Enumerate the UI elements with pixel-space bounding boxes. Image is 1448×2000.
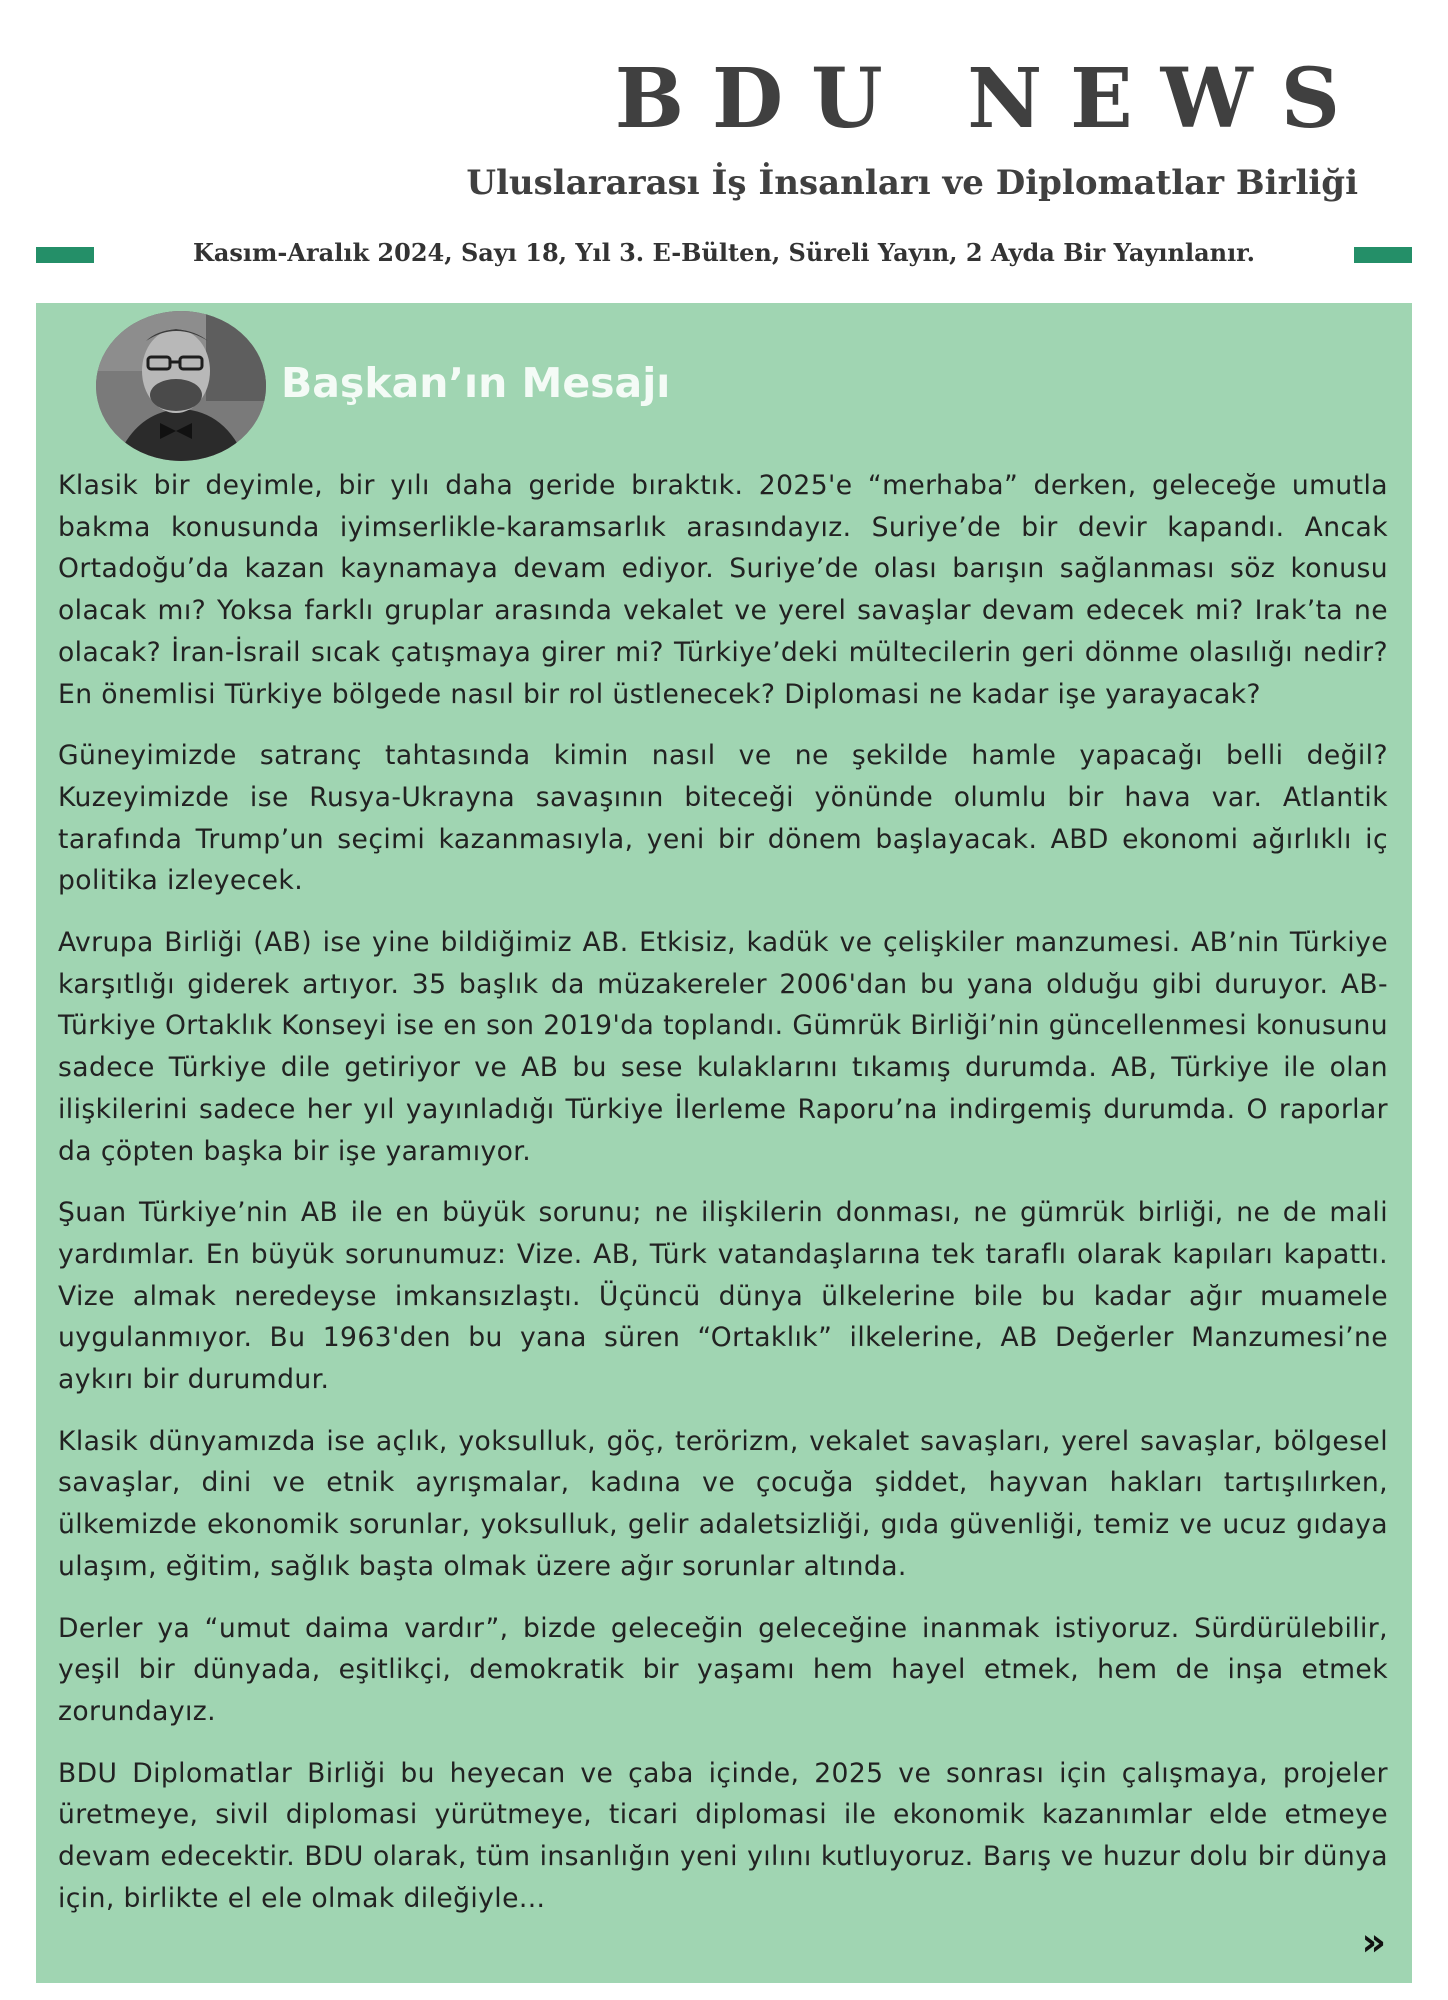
- message-paragraph: Klasik dünyamızda ise açlık, yoksulluk, göç, terörizm, vekalet savaşları, yerel savaşlar, bölgesel savaşlar, dini ve etnik ayrışmalar, kadına ve çocuğa şiddet, hayvan hakları tartışılırken, ülkemizde ekonomik sorunlar, yoksulluk, gelir adaletsizliği, gıda güvenliği, temiz ve ucuz gıdaya ulaşım, eğitim, sağlık başta olmak üzere ağır sorunlar altında.: [58, 1425, 1388, 1582]
- message-paragraph: Derler ya “umut daima vardır”, bizde geleceğin geleceğine inanmak istiyoruz. Sürdürülebilir, yeşil bir dünyada, eşitlikçi, demokratik bir yaşamı hem hayel etmek, hem de inşa etmek zorundayız.: [58, 1612, 1388, 1727]
- newsletter-title: BDU NEWS: [614, 51, 1368, 147]
- message-body: [58, 465, 1388, 1940]
- portrait-photo-icon: [96, 311, 266, 461]
- newsletter-subtitle: Uluslararası İş İnsanları ve Diplomatlar Birliği: [466, 163, 1358, 203]
- message-paragraph: Güneyimizde satranç tahtasında kimin nasıl ve ne şekilde hamle yapacağı belli değil? Kuzeyimizde ise Rusya-Ukrayna savaşının biteceği yönünde olumlu bir hava var. Atlantik tarafında Trump’un seçimi kazanmasıyla, yeni bir dönem başlayacak. ABD ekonomi ağırlıklı iç politika izleyecek.: [58, 740, 1388, 897]
- president-message-panel: [36, 303, 1412, 1983]
- issue-info-text: Kasım-Aralık 2024, Sayı 18, Yıl 3. E-Bülten, Süreli Yayın, 2 Ayda Bir Yayınlanır.: [193, 238, 1255, 267]
- message-paragraph: Klasik bir deyimle, bir yılı daha geride bıraktık. 2025'e “merhaba” derken, geleceğe umutla bakma konusunda iyimserlikle-karamsarlık arasındayız. Suriye’de bir devir kapandı. Ancak Ortadoğu’da kazan kaynamaya devam ediyor. Suriye’de olası barışın sağlanması söz konusu olacak mı? Yoksa farklı gruplar arasında vekalet ve yerel savaşlar devam edecek mi? Irak’ta ne olacak? İran-İsrail sıcak çatışmaya girer mi? Türkiye’deki mültecilerin geri dönme olasılığı nedir? En önemlisi Türkiye bölgede nasıl bir rol üstlenecek? Diplomasi ne kadar işe yarayacak?: [58, 470, 1388, 710]
- message-paragraph: Avrupa Birliği (AB) ise yine bildiğimiz AB. Etkisiz, kadük ve çelişkiler manzumesi. AB’nin Türkiye karşıtlığı giderek artıyor. 35 başlık da müzakereler 2006'dan bu yana olduğu gibi duruyor. AB-Türkiye Ortaklık Konseyi ise en son 2019'da toplandı. Gümrük Birliği’nin güncellenmesi konusunu sadece Türkiye dile getiriyor ve AB bu sese kulaklarını tıkamış durumda. AB, Türkiye ile olan ilişkilerini sadece her yıl yayınladığı Türkiye İlerleme Raporu’na indirgemiş durumda. O raporlar da çöpten başka bir işe yaramıyor.: [58, 927, 1388, 1167]
- accent-bar-left: [36, 247, 94, 263]
- message-paragraph: BDU Diplomatlar Birliği bu heyecan ve çaba içinde, 2025 ve sonrası için çalışmaya, projeler üretmeye, sivil diplomasi yürütmeye, ticari diplomasi ile ekonomik kazanımlar elde etmeye devam edecektir. BDU olarak, tüm insanlığın yeni yılını kutluyoruz. Barış ve huzur dolu bir dünya için, birlikte el ele olmak dileğiyle...: [58, 1757, 1388, 1914]
- issue-info-bar: [36, 236, 1412, 270]
- accent-bar-right: [1354, 247, 1412, 263]
- message-paragraph: Şuan Türkiye’nin AB ile en büyük sorunu; ne ilişkilerin donması, ne gümrük birliği, ne de mali yardımlar. En büyük sorunumuz: Vize. AB, Türk vatandaşlarına tek taraflı olarak kapıları kapattı. Vize almak neredeyse imkansızlaştı. Üçüncü dünya ülkelerine bile bu kadar ağır muamele uygulanmıyor. Bu 1963'den bu yana süren “Ortaklık” ilkelerine, AB Değerler Manzumesi’ne aykırı bir durumdur.: [58, 1197, 1388, 1396]
- next-page-arrow-icon[interactable]: »: [1361, 1920, 1386, 1964]
- message-title: Başkan’ın Mesajı: [281, 359, 671, 407]
